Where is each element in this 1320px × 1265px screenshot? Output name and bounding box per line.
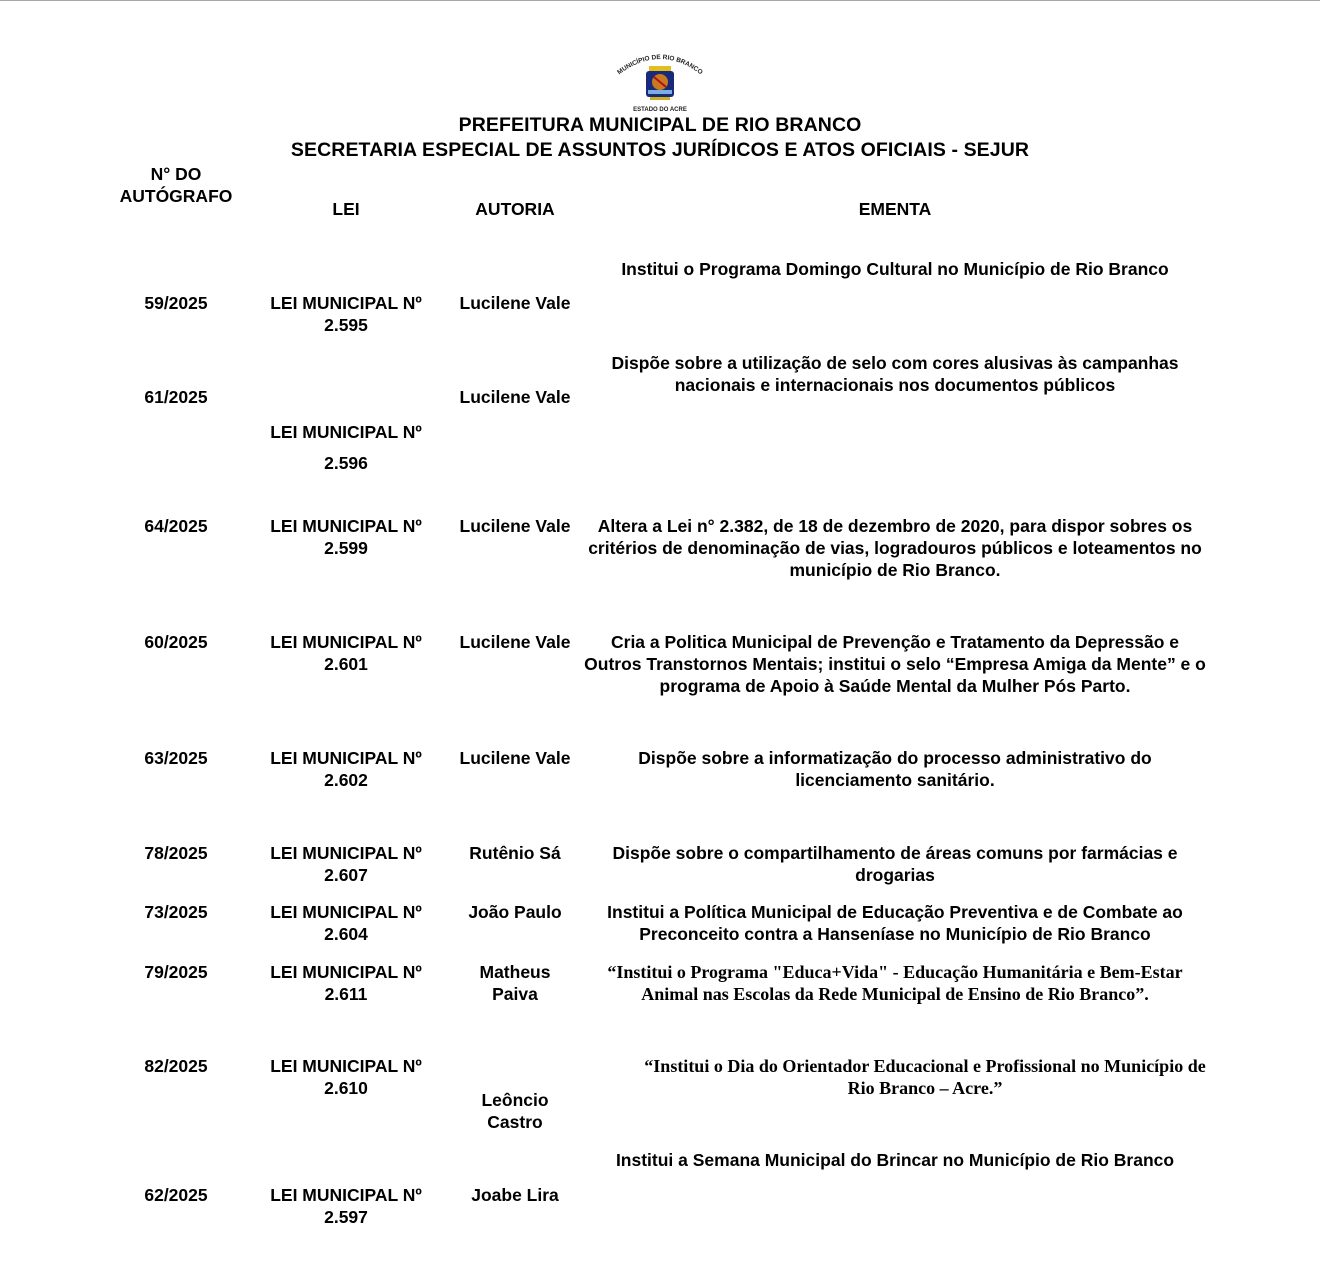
column-header-lei: LEI <box>332 199 360 219</box>
row-ementa: Institui a Política Municipal de Educação Preventiva e de Combate ao Preconceito contra a Hanseníase no Município de Rio Branco <box>607 902 1183 944</box>
svg-text:ESTADO DO ACRE: ESTADO DO ACRE <box>633 107 687 113</box>
row-num: 78/2025 <box>144 843 208 863</box>
lei-number: 2.601 <box>324 654 368 674</box>
lei-label: LEI MUNICIPAL Nº <box>270 843 422 863</box>
row-lei <box>252 515 440 559</box>
lei-number: 2.596 <box>324 453 368 473</box>
row-ementa: Dispõe sobre a utilização de selo com cores alusivas às campanhas nacionais e internacionais nos documentos públicos <box>611 353 1179 395</box>
lei-label: LEI MUNICIPAL Nº <box>270 1185 422 1205</box>
row-num: 64/2025 <box>144 516 208 536</box>
row-ementa: Altera a Lei n° 2.382, de 18 de dezembro de 2020, para dispor sobres os critérios de denominação de vias, logradouros públicos e loteamentos no município de Rio Branco. <box>588 516 1202 580</box>
row-lei <box>252 292 440 336</box>
lei-number: 2.595 <box>324 315 368 335</box>
row-num: 73/2025 <box>144 902 208 922</box>
municipal-coat-of-arms-icon <box>612 52 708 114</box>
lei-number: 2.597 <box>324 1207 368 1227</box>
lei-label: LEI MUNICIPAL Nº <box>270 293 422 313</box>
lei-label: LEI MUNICIPAL Nº <box>270 516 422 536</box>
column-header-ementa: EMENTA <box>858 199 932 219</box>
row-num: 63/2025 <box>144 748 208 768</box>
lei-number: 2.610 <box>324 1078 368 1098</box>
row-num: 60/2025 <box>144 632 208 652</box>
row-ementa: Cria a Politica Municipal de Prevenção e Tratamento da Depressão e Outros Transtornos Mentais; institui o selo “Empresa Amiga da Mente” e o programa de Apoio à Saúde Mental da Mulher Pós Parto. <box>584 632 1206 696</box>
lei-number: 2.599 <box>324 538 368 558</box>
row-lei <box>252 1055 440 1099</box>
row-lei <box>252 747 440 791</box>
lei-number: 2.602 <box>324 770 368 790</box>
row-ementa: Institui o Programa Domingo Cultural no Município de Rio Branco <box>621 259 1169 279</box>
row-lei <box>252 631 440 675</box>
row-ementa: Institui a Semana Municipal do Brincar no Município de Rio Branco <box>615 1150 1175 1170</box>
lei-label: LEI MUNICIPAL Nº <box>270 748 422 768</box>
page-title: PREFEITURA MUNICIPAL DE RIO BRANCO <box>458 114 862 136</box>
lei-number: 2.611 <box>324 984 368 1004</box>
row-lei <box>252 842 440 886</box>
lei-number: 2.604 <box>324 924 368 944</box>
lei-label: LEI MUNICIPAL Nº <box>270 632 422 652</box>
lei-label: LEI MUNICIPAL Nº <box>270 962 422 982</box>
row-num: 79/2025 <box>144 962 208 982</box>
row-autoria: João Paulo <box>468 902 562 922</box>
page-subtitle: SECRETARIA ESPECIAL DE ASSUNTOS JURÍDICOS E ATOS OFICIAIS - SEJUR <box>290 139 1030 161</box>
row-num: 61/2025 <box>144 387 208 407</box>
row-autoria: Rutênio Sá <box>469 843 561 863</box>
row-autoria: Matheus Paiva <box>479 962 551 1004</box>
top-border <box>0 0 1320 1</box>
row-autoria: Lucilene Vale <box>459 748 571 768</box>
row-ementa: Dispõe sobre a informatização do processo administrativo do licenciamento sanitário. <box>638 748 1152 790</box>
row-lei <box>252 421 440 474</box>
row-lei <box>252 901 440 945</box>
lei-label: LEI MUNICIPAL Nº <box>270 902 422 922</box>
row-autoria: Leôncio Castro <box>481 1090 549 1132</box>
column-header-num-line1: N° DO <box>150 164 202 184</box>
lei-label: LEI MUNICIPAL Nº <box>270 422 422 442</box>
row-ementa: “Institui o Dia do Orientador Educacional e Profissional no Município de Rio Branco – Acre.” <box>644 1056 1206 1098</box>
row-num: 62/2025 <box>144 1185 208 1205</box>
row-ementa: “Institui o Programa "Educa+Vida" - Educação Humanitária e Bem-Estar Animal nas Escolas da Rede Municipal de Ensino de Rio Branco”. <box>607 962 1183 1004</box>
row-autoria: Lucilene Vale <box>459 387 571 407</box>
row-autoria: Joabe Lira <box>471 1185 559 1205</box>
column-header-autoria: AUTORIA <box>475 199 555 219</box>
row-autoria: Lucilene Vale <box>459 516 571 536</box>
lei-label: LEI MUNICIPAL Nº <box>270 1056 422 1076</box>
row-autoria: Lucilene Vale <box>459 632 571 652</box>
lei-number: 2.607 <box>324 865 368 885</box>
row-lei <box>252 961 440 1005</box>
row-ementa: Dispõe sobre o compartilhamento de áreas comuns por farmácias e drogarias <box>612 843 1178 885</box>
row-autoria: Lucilene Vale <box>459 293 571 313</box>
row-num: 59/2025 <box>144 293 208 313</box>
svg-text:MUNICÍPIO DE RIO BRANCO: MUNICÍPIO DE RIO BRANCO <box>616 53 704 77</box>
row-num: 82/2025 <box>144 1056 208 1076</box>
row-lei <box>252 1184 440 1228</box>
column-header-num-line2: AUTÓGRAFO <box>119 186 233 206</box>
column-header-num <box>100 163 252 207</box>
